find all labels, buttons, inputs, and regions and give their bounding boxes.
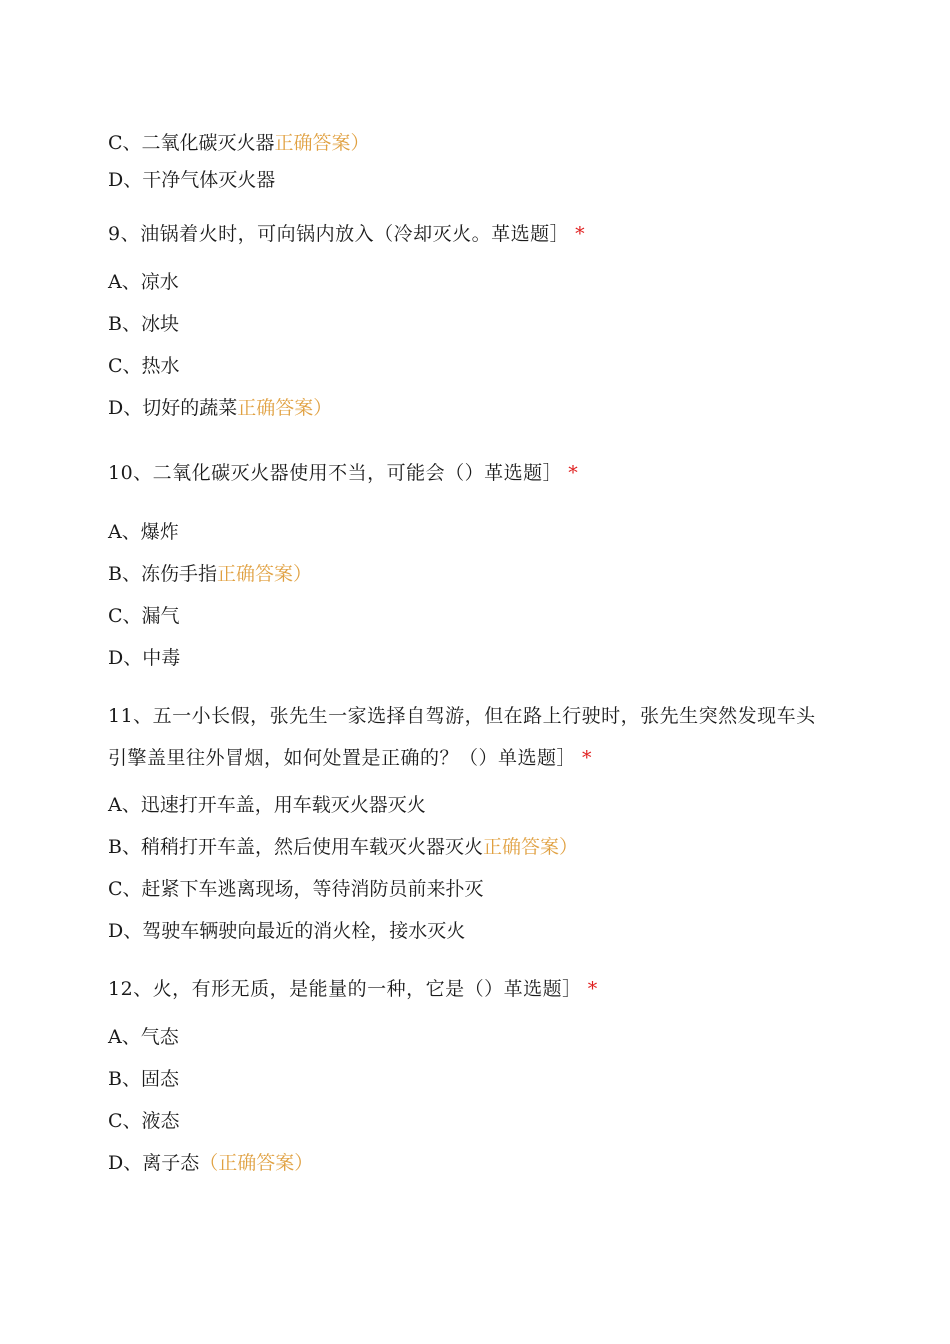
option-line: [108, 1109, 180, 1133]
option-line: [108, 877, 484, 901]
option-line: [108, 919, 465, 943]
option-line: [108, 604, 180, 628]
option-text: D、驾驶车辆驶向最近的消火栓，接水灭火: [108, 920, 466, 942]
required-mark: *: [575, 223, 586, 245]
option-text: D、中毒: [108, 647, 181, 669]
option-line: [108, 520, 179, 544]
question-text: 10、二氧化碳灭火器使用不当，可能会（）革选题］: [108, 462, 563, 484]
option-line: [108, 354, 180, 378]
option-text: B、冰块: [108, 313, 179, 335]
question-line: [108, 461, 578, 485]
option-text: A、爆炸: [108, 521, 179, 543]
option-line: [108, 562, 312, 586]
option-text: C、二氧化碳灭火器: [108, 132, 275, 154]
question-line: [108, 704, 816, 728]
option-text: A、凉水: [108, 271, 179, 293]
question-text: 12、火，有形无质，是能量的一种，它是（）革选题］: [108, 978, 582, 1000]
option-line: [108, 1067, 179, 1091]
option-line: [108, 1025, 179, 1049]
question-line: [108, 222, 585, 246]
option-text: C、液态: [108, 1110, 180, 1132]
required-mark: *: [568, 462, 579, 484]
correct-answer-tag: 正确答案）: [274, 132, 370, 154]
option-line: [108, 1151, 313, 1175]
option-text: D、切好的蔬菜: [108, 397, 238, 419]
option-line: [108, 793, 426, 817]
option-line: [108, 168, 275, 192]
correct-answer-tag: （正确答案）: [199, 1152, 314, 1174]
question-text: 引擎盖里往外冒烟，如何处置是正确的？（）单选题］: [108, 747, 577, 769]
option-text: D、干净气体灭火器: [108, 169, 276, 191]
option-text: A、气态: [108, 1026, 179, 1048]
question-text: 9、油锅着火时，可向锅内放入（冷却灭火。革选题］: [108, 223, 570, 245]
option-line: [108, 312, 179, 336]
option-line: [108, 396, 332, 420]
correct-answer-tag: 正确答案）: [482, 836, 578, 858]
question-text: 11、五一小长假，张先生一家选择自驾游，但在路上行驶时，张先生突然发现车头: [108, 705, 816, 727]
option-text: C、赶紧下车逃离现场，等待消防员前来扑灭: [108, 878, 484, 900]
option-text: D、离子态: [108, 1152, 200, 1174]
option-text: B、冻伤手指: [108, 563, 217, 585]
required-mark: *: [582, 747, 593, 769]
question-line: [108, 746, 592, 770]
option-line: [108, 270, 179, 294]
correct-answer-tag: 正确答案）: [216, 563, 312, 585]
option-text: B、固态: [108, 1068, 179, 1090]
required-mark: *: [587, 978, 598, 1000]
option-text: A、迅速打开车盖，用车载灭火器灭火: [108, 794, 426, 816]
option-text: C、漏气: [108, 605, 180, 627]
option-text: C、热水: [108, 355, 180, 377]
option-text: B、稍稍打开车盖，然后使用车载灭火器灭火: [108, 836, 483, 858]
option-line: [108, 131, 370, 155]
question-line: [108, 977, 598, 1001]
correct-answer-tag: 正确答案）: [237, 397, 333, 419]
option-line: [108, 646, 180, 670]
option-line: [108, 835, 578, 859]
